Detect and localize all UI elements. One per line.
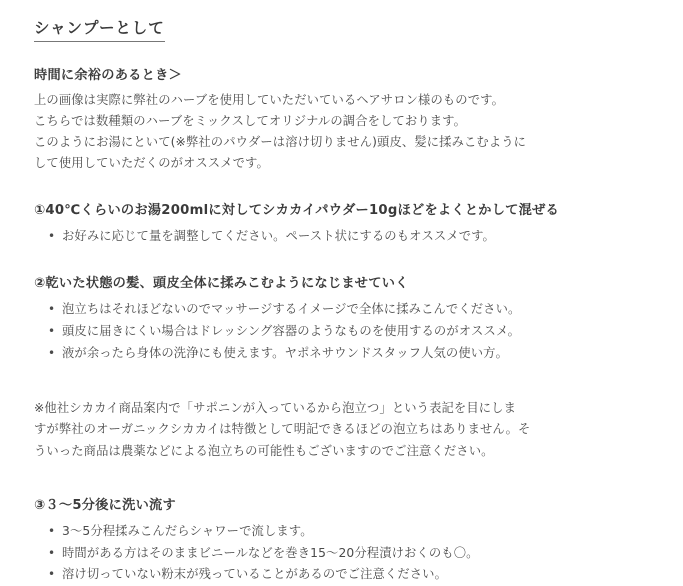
paragraph-line: して使用していただくのがオススメです。: [34, 156, 269, 171]
step-2-heading: ②乾いた状態の髪、頭皮全体に揉みこむようになじませていく: [34, 276, 409, 292]
list-item: • 頭皮に届きにくい場合はドレッシング容器のようなものを使用するのがオススメ。: [48, 321, 653, 343]
step-3-bullets: [34, 521, 653, 586]
note-line: ういった商品は農薬などによる泡立ちの可能性もございますのでご注意ください。: [34, 444, 494, 459]
paragraph-line: こちらでは数種類のハーブをミックスしてオリジナルの調合をしております。: [34, 113, 466, 128]
note-line: ※他社シカカイ商品案内で「サポニンが入っているから泡立つ」という表記を目にしま: [34, 400, 517, 415]
section-heading: 時間に余裕のあるとき＞: [34, 68, 182, 84]
spacer: [34, 476, 653, 496]
step-2-bullets: [34, 299, 653, 365]
step-1-bullets: [34, 226, 653, 248]
list-item: • 時間がある方はそのままビニールなどを巻き15〜20分程漬けおくのも〇。: [48, 543, 653, 565]
list-item: • 溶け切っていない粉末が残っていることがあるのでご注意ください。: [48, 564, 653, 586]
list-item: • お好みに応じて量を調整してください。ペースト状にするのもオススメです。: [48, 226, 653, 248]
section-step-2: [34, 274, 653, 364]
list-item: • 泡立ちはそれほどないのでマッサージするイメージで全体に揉みこんでください。: [48, 299, 653, 321]
section-step-1: [34, 201, 653, 247]
spacer: [34, 187, 653, 201]
list-item: • 液が余ったら身体の洗浄にも使えます。ヤポネサウンドスタッフ人気の使い方。: [48, 343, 653, 365]
step-1-heading: ①40℃くらいのお湯200mlに対してシカカイパウダー10gほどをよくとかして混ぜる: [34, 203, 559, 219]
spacer: [34, 260, 653, 274]
spacer: [34, 378, 653, 398]
section-time-allowance: [34, 66, 653, 174]
section-note: [34, 398, 653, 464]
list-item: • 3〜5分程揉みこんだらシャワーで流します。: [48, 521, 653, 543]
page-title: シャンプーとして: [34, 18, 165, 42]
section-step-3: [34, 496, 653, 586]
paragraph-line: このようにお湯にといて(※弊社のパウダーは溶け切りません)頭皮、髪に揉みこむように: [34, 134, 527, 149]
step-3-heading: ③３〜5分後に洗い流す: [34, 498, 176, 514]
note-line: すが弊社のオーガニックシカカイは特徴として明記できるほどの泡立ちはありません。そ: [34, 422, 531, 437]
paragraph-line: 上の画像は実際に弊社のハーブを使用していただいているヘアサロン様のものです。: [34, 92, 504, 107]
